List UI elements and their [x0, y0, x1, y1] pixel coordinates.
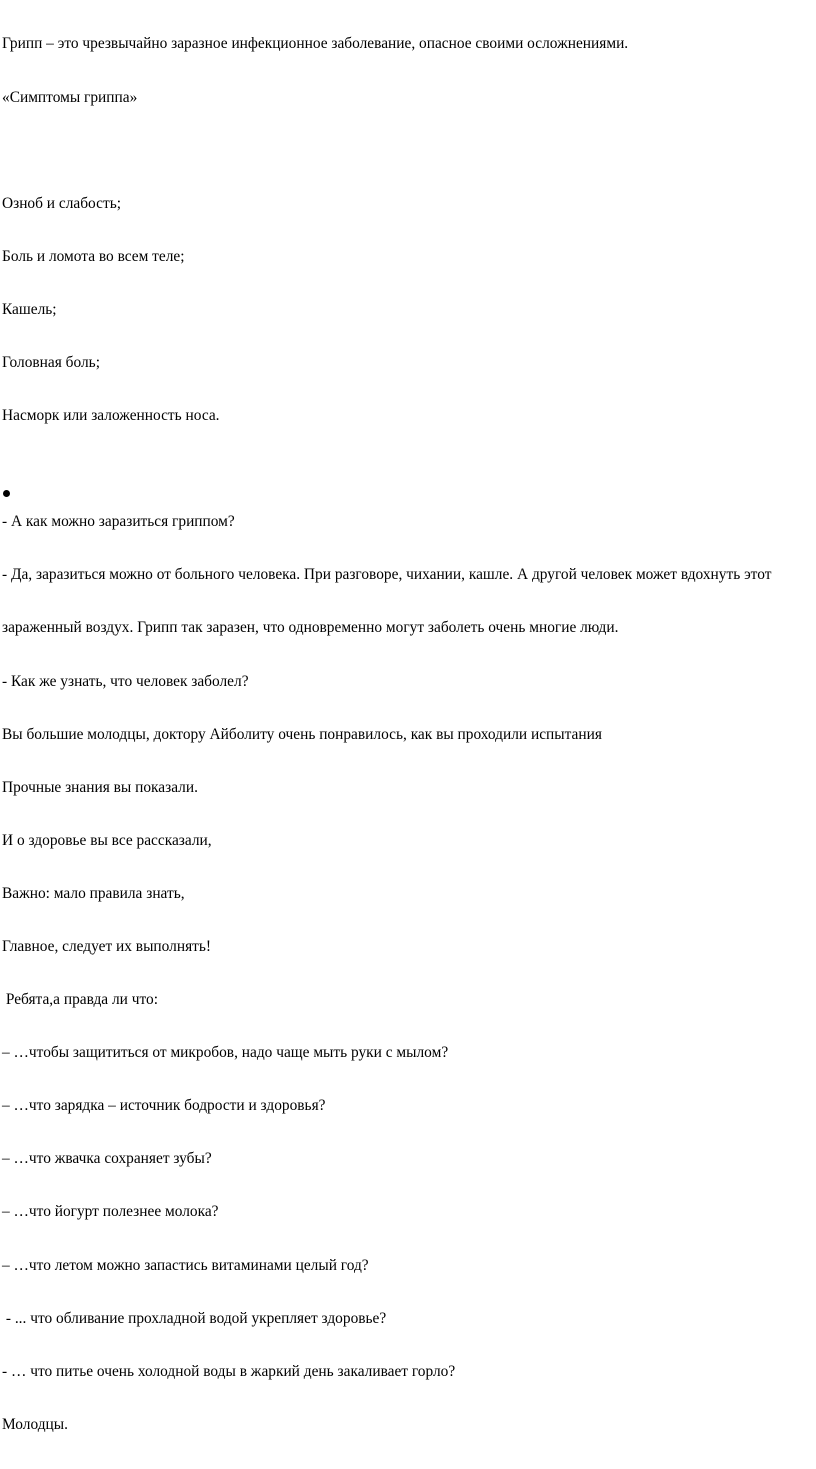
quiz-question: – …что зарядка – источник бодрости и здоровья? [2, 1097, 326, 1115]
bullet-icon [3, 490, 10, 497]
verse-line: Важно: мало правила знать, [2, 884, 185, 902]
quiz-question: – …что летом можно запастись витаминами целый год? [2, 1256, 369, 1274]
symptom-line: Боль и ломота во всем теле; [2, 247, 185, 265]
symptom-line: Головная боль; [2, 353, 100, 371]
quiz-question: – …что жвачка сохраняет зубы? [2, 1150, 212, 1168]
text-line: Грипп – это чрезвычайно заразное инфекционное заболевание, опасное своими осложнениями. [2, 35, 629, 53]
symptom-line: Насморк или заложенность носа. [2, 407, 220, 425]
document-text [2, 0, 814, 1469]
text-line: Вы большие молодцы, доктору Айболиту очень понравилось, как вы проходили испытания [2, 725, 602, 743]
symptom-line: Кашель; [2, 300, 57, 318]
quiz-heading: Ребята,а правда ли что: [2, 991, 158, 1009]
verse-line: Прочные знания вы показали. [2, 778, 198, 796]
symptom-line: Озноб и слабость; [2, 194, 121, 212]
dialogue-line: - А как можно заразиться гриппом? [2, 513, 235, 531]
blank-line [2, 142, 814, 160]
dialogue-line: - Как же узнать, что человек заболел? [2, 672, 249, 690]
quiz-question: - ... что обливание прохладной водой укрепляет здоровье? [2, 1309, 387, 1327]
blank-line [2, 460, 814, 478]
verse-line: И о здоровье вы все рассказали, [2, 831, 212, 849]
text-line: «Симптомы гриппа» [2, 88, 138, 106]
dialogue-line: - Да, заразиться можно от больного человека. При разговоре, чихании, кашле. А другой человек может вдохнуть этот [2, 566, 772, 584]
quiz-question: - … что питье очень холодной воды в жаркий день закаливает горло? [2, 1362, 456, 1380]
dialogue-line: зараженный воздух. Грипп так заразен, что одновременно могут заболеть очень многие люди. [2, 619, 619, 637]
quiz-question: – …чтобы защититься от микробов, надо чаще мыть руки с мылом? [2, 1044, 449, 1062]
quiz-question: – …что йогурт полезнее молока? [2, 1203, 219, 1221]
verse-line: Главное, следует их выполнять! [2, 938, 212, 955]
closing-line: Молодцы. [2, 1415, 68, 1433]
